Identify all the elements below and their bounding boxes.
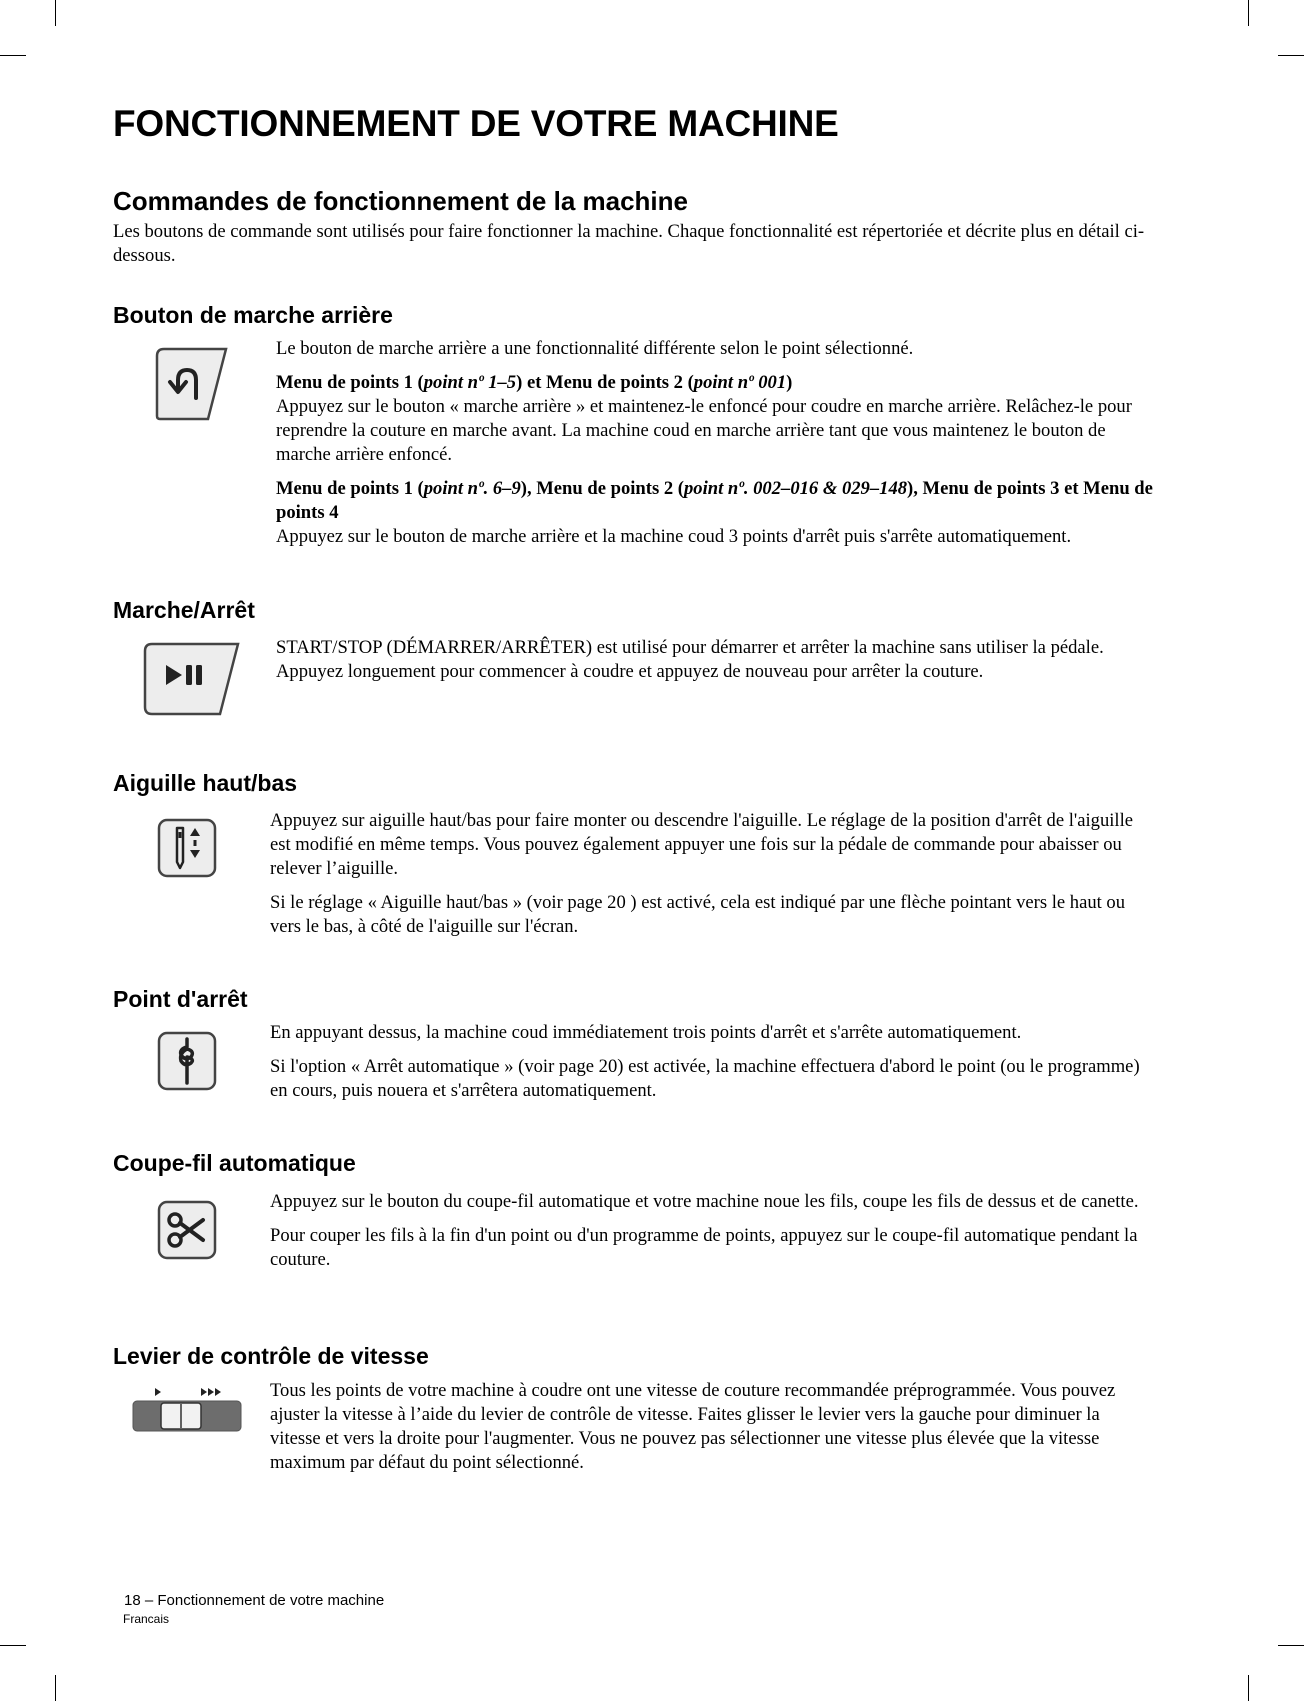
startstop-text bbox=[276, 636, 1156, 694]
speed-heading: Levier de contrôle de vitesse bbox=[113, 1343, 429, 1369]
crop-mark bbox=[55, 0, 56, 26]
reverse-text bbox=[276, 337, 1156, 559]
needle-p1: Appuyez sur aiguille haut/bas pour faire monter ou descendre l'aiguille. Le réglage de la position d'arrêt de l'aiguille est modifié en même temps. Vous pouvez également appuyer une fois sur la pédale de commande pour abaisser ou relever l’aiguille. bbox=[270, 810, 1133, 879]
cutter-text bbox=[270, 1190, 1150, 1282]
reverse-heading: Bouton de marche arrière bbox=[113, 302, 393, 328]
tieoff-text bbox=[270, 1021, 1150, 1113]
reverse-arrow-icon bbox=[154, 346, 230, 422]
cutter-p1: Appuyez sur le bouton du coupe-fil automatique et votre machine noue les fils, coupe les fils de dessus et de canette. bbox=[270, 1191, 1139, 1212]
tieoff-p1: En appuyant dessus, la machine coud immédiatement trois points d'arrêt et s'arrête automatiquement. bbox=[270, 1022, 1022, 1043]
needle-heading: Aiguille haut/bas bbox=[113, 770, 298, 796]
page-title: FONCTIONNEMENT DE VOTRE MACHINE bbox=[113, 103, 839, 144]
footer-page: 18 – Fonctionnement de votre machine bbox=[124, 1592, 385, 1609]
tieoff-heading: Point d'arrêt bbox=[113, 986, 248, 1012]
section-intro: Les boutons de commande sont utilisés pour faire fonctionner la machine. Chaque fonctionnalité est répertoriée et décrite plus en détail ci-dessous. bbox=[113, 221, 1145, 266]
speed-text bbox=[270, 1379, 1150, 1485]
tie-off-knot-icon bbox=[157, 1031, 217, 1091]
tieoff-p2: Si l'option « Arrêt automatique » (voir page 20) est activée, la machine effectuera d'abord le point (ou le programme) en cours, puis nouera et s'arrêtera automatiquement. bbox=[270, 1056, 1140, 1101]
section-heading: Commandes de fonctionnement de la machine bbox=[113, 186, 688, 216]
speed-slider-icon bbox=[131, 1384, 245, 1434]
reverse-p2: Menu de points 1 (point nº 1–5) et Menu de points 2 (point nº 001) Appuyez sur le bouton « marche arrière » et maintenez-le enfoncé pour coudre en marche arrière. Relâchez-le pour reprendre la couture en marche avant. La machine coud en marche arrière tant que vous maintenez le bouton de marche arrière enfoncé. bbox=[276, 372, 1132, 465]
crop-mark bbox=[0, 1645, 26, 1646]
speed-p1: Tous les points de votre machine à coudre ont une vitesse de couture recommandée préprogrammée. Vous pouvez ajuster la vitesse à l’aide du levier de contrôle de vitesse. Faites glisser le levier vers la gauche pour diminuer la vitesse et vers la droite pour l'augmenter. Vous ne pouvez pas sélectionner une vitesse plus élevée que la vitesse maximum par défaut du point sélectionné. bbox=[270, 1380, 1116, 1473]
crop-mark bbox=[1278, 1645, 1304, 1646]
startstop-p1: START/STOP (DÉMARRER/ARRÊTER) est utilisé pour démarrer et arrêter la machine sans utiliser la pédale. Appuyez longuement pour commencer à coudre et appuyez de nouveau pour arrêter la couture. bbox=[276, 637, 1104, 682]
crop-mark bbox=[1248, 0, 1249, 26]
needle-text bbox=[270, 809, 1150, 949]
startstop-heading: Marche/Arrêt bbox=[113, 597, 255, 623]
reverse-p1: Le bouton de marche arrière a une fonctionnalité différente selon le point sélectionné. bbox=[276, 338, 914, 359]
crop-mark bbox=[1278, 55, 1304, 56]
footer-language: Francais bbox=[123, 1612, 170, 1626]
crop-mark bbox=[0, 55, 26, 56]
crop-mark bbox=[55, 1675, 56, 1701]
needle-up-down-icon bbox=[157, 818, 217, 878]
play-pause-icon bbox=[142, 641, 242, 717]
scissors-icon bbox=[157, 1200, 217, 1260]
cutter-heading: Coupe-fil automatique bbox=[113, 1150, 356, 1176]
cutter-p2: Pour couper les fils à la fin d'un point ou d'un programme de points, appuyez sur le coupe-fil automatique pendant la couture. bbox=[270, 1225, 1138, 1270]
needle-p2: Si le réglage « Aiguille haut/bas » (voir page 20 ) est activé, cela est indiqué par une flèche pointant vers le haut ou vers le bas, à côté de l'aiguille sur l'écran. bbox=[270, 892, 1126, 937]
reverse-p3: Menu de points 1 (point nº. 6–9), Menu de points 2 (point nº. 002–016 & 029–148), Menu de points 3 et Menu de points 4 Appuyez sur le bouton de marche arrière et la machine coud 3 points d'arrêt puis s'arrête automatiquement. bbox=[276, 478, 1153, 547]
crop-mark bbox=[1248, 1675, 1249, 1701]
